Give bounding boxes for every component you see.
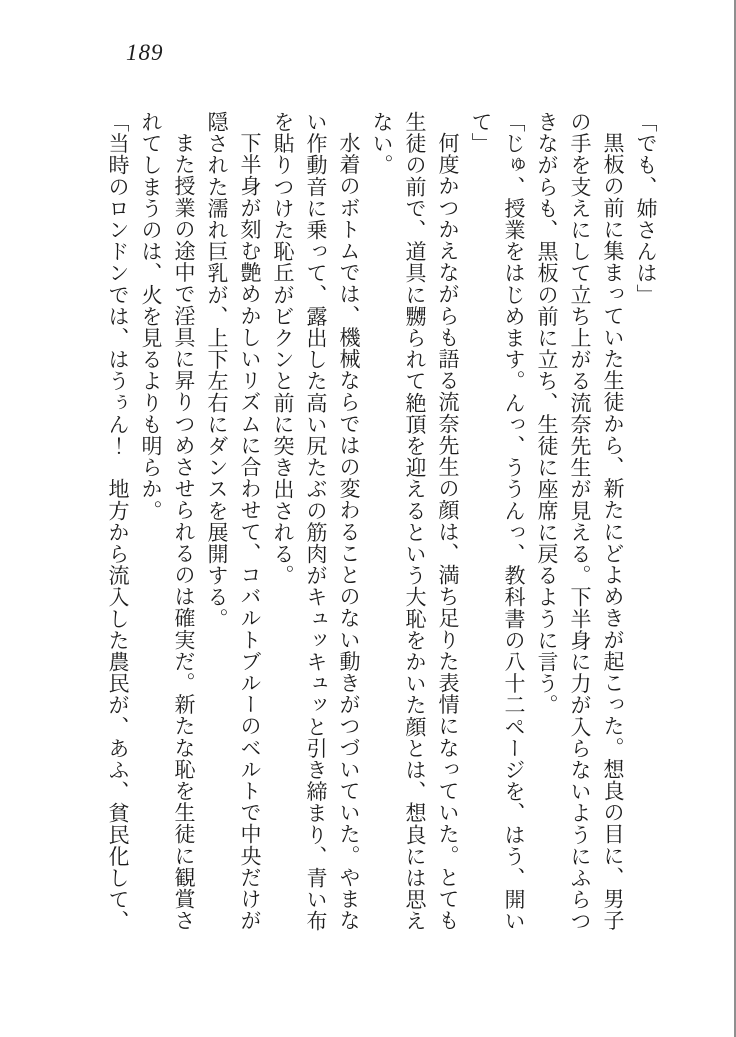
paragraph: 水着のボトムでは、機械ならではの変わることのない動きがつづいていた。やまない作動音に乗って、露出した高い尻たぶの筋肉がキュッキュッと引き締まり、青い布を貼りつけた恥丘がビクンと前に突き出される。 xyxy=(271,111,361,932)
page-text xyxy=(101,111,662,933)
paragraph: 「じゅ、授業をはじめます。んっ、ううんっ、教科書の八十二ページを、はう、開いて」 xyxy=(469,111,526,932)
paragraph: 「当時のロンドンでは、はうぅん！ 地方から流入した農民が、あふ、貧民化して、 xyxy=(106,111,130,932)
paragraph: 何度かつかえながらも語る流奈先生の顔は、満ち足りた表情になっていた。とても生徒の前で、道具に嬲られて絶頂を迎えるという大恥をかいた顔とは、想良には思えない。 xyxy=(370,111,460,932)
paragraph: また授業の途中で淫具に昇りつめさせられるのは確実だ。新たな恥を生徒に観賞されてしまうのは、火を見るよりも明らか。 xyxy=(139,111,196,932)
paragraph: 下半身が刻む艶めかしいリズムに合わせて、コバルトブルーのベルトで中央だけが隠された濡れ巨乳が、上下左右にダンスを展開する。 xyxy=(205,111,262,932)
paragraph: 「でも、姉さんは」 xyxy=(634,111,658,306)
page-number: 189 xyxy=(126,40,164,65)
paragraph: 黒板の前に集まっていた生徒から、新たにどよめきが起こった。想良の目に、男子の手を支えにして立ち上がる流奈先生が見える。下半身に力が入らないようにふらつきながらも、黒板の前に立ち、生徒に座席に戻るように言う。 xyxy=(535,111,625,932)
